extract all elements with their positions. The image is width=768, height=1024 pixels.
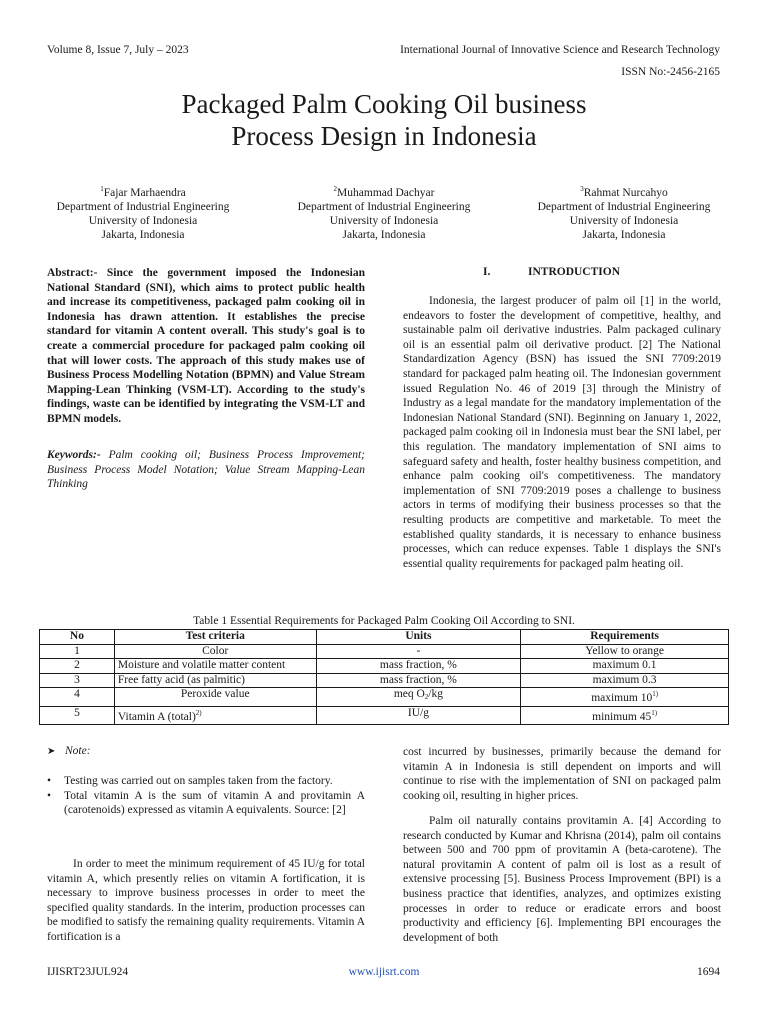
note-label: Note: (65, 745, 91, 757)
title-line-2: Process Design in Indonesia (231, 121, 537, 151)
header-volume: Volume 8, Issue 7, July – 2023 (47, 44, 189, 56)
table-row (40, 706, 729, 725)
table-header-cell: Test criteria (114, 630, 316, 645)
table-cell-no: 4 (40, 688, 115, 707)
author-department: Department of Industrial Engineering (297, 201, 471, 213)
table-row (40, 644, 729, 659)
author-name: Rahmat Nurcahyo (583, 187, 668, 199)
bullet-icon: • (47, 775, 52, 787)
table-cell-requirement (521, 706, 729, 725)
header-journal-name: International Journal of Innovative Science and Research Technology (400, 44, 720, 56)
table-cell-requirement: maximum 0.1 (521, 659, 729, 674)
keywords-paragraph (47, 448, 365, 492)
left-column-paragraph: In order to meet the minimum requirement of 45 IU/g for total vitamin A, which presently relies on vitamin A fortification, it is necessary to improve business processes in order to meet the specified quality standards. In the interim, production processes can be modified to satisfy the remaining quality requirements. Vitamin A fortification is a (47, 858, 365, 943)
author-city: Jakarta, Indonesia (101, 229, 185, 241)
keywords-text: Palm cooking oil; Business Process Improvement; Business Process Model Notation; Value Stream Mapping-Lean Thinking (47, 449, 365, 491)
bullet-icon: • (47, 789, 52, 802)
table-cell-no: 1 (40, 644, 115, 659)
author-department: Department of Industrial Engineering (537, 201, 711, 213)
requirement-text: minimum 45 (592, 710, 652, 723)
arrow-bullet-icon: ➤ (47, 746, 56, 757)
table-cell-units: - (316, 644, 521, 659)
criteria-footnote: 2) (195, 708, 202, 717)
introduction-paragraph-1: Indonesia, the largest producer of palm oil [1] in the world, endeavors to foster the development of competitive, healthy, and sustainable palm oil derivative industries. Palm packaged culinary oil is an essential palm oil derivative product. [2] The National Standardization Agency (BSN) has issued the SNI 7709:2019 standard for packaged palm heating oil. The Indonesian government issued Regulation No. 46 of 2019 [3] through the Ministry of Industry as a legal mandate for the mandatory implementation of the Indonesian National Standard (SNI). Beginning on January 1, 2022, packaged palm cooking oil in Indonesia must bear the SNI label, per this regulation. The mandatory implementation of SNI aims to safeguard safety and health, foster healthy business competition, and enhance palm cooking oil's competitiveness. The mandatory implementation of SNI 7709:2019 poses a challenge to business actors in terms of modifying their business processes so that the resulting products are competitive and marketable. To meet the established quality standards, it is necessary to enhance business processes, which can reduce expenses. Table 1 displays the SNI's essential quality requirements for packaged palm heating oil. (403, 295, 721, 570)
units-text-suffix: /kg (428, 688, 443, 700)
list-item (47, 789, 365, 818)
table-header-cell: Units (316, 630, 521, 645)
requirement-footnote: 1) (652, 690, 659, 698)
requirements-table (39, 629, 729, 725)
requirement-text: maximum 10 (591, 692, 653, 704)
footer-website-link[interactable]: www.ijisrt.com (348, 966, 420, 978)
author-city: Jakarta, Indonesia (342, 229, 426, 241)
author-block-2 (264, 182, 504, 242)
table-cell-requirement: Yellow to orange (521, 644, 729, 659)
table-cell-units: IU/g (316, 706, 521, 725)
author-block-3 (504, 182, 744, 242)
table-header-cell: No (40, 630, 115, 645)
table-cell-units: mass fraction, % (316, 673, 521, 688)
right-column-paragraph-1: cost incurred by businesses, primarily because the demand for vitamin A in Indonesia is still dependent on imports and will continue to rise with the implementation of SNI on packaged palm cooking oil, resulting in higher prices. (403, 746, 721, 802)
table-cell-no: 2 (40, 659, 115, 674)
author-university: University of Indonesia (329, 215, 439, 227)
author-affiliation-number: 1 (100, 185, 104, 193)
table-cell-criteria: Free fatty acid (as palmitic) (114, 673, 316, 688)
table-row (40, 659, 729, 674)
list-item-text: Testing was carried out on samples taken from the factory. (64, 775, 333, 787)
requirement-footnote: 1) (651, 708, 658, 717)
keywords-label: Keywords:- (47, 449, 101, 461)
table-cell-units (316, 688, 521, 707)
author-city: Jakarta, Indonesia (582, 229, 666, 241)
note-bullet-list (47, 774, 365, 818)
author-affiliation-number: 2 (333, 185, 338, 193)
table-row (40, 688, 729, 707)
table-cell-requirement: maximum 0.3 (521, 673, 729, 688)
author-department: Department of Industrial Engineering (56, 201, 230, 213)
right-column-paragraph-2: Palm oil naturally contains provitamin A. [4] According to research conducted by Kumar and Khrisna (2014), palm oil contains between 500 and 700 ppm of provitamin A (beta-carotene). The natural provitamin A content of palm oil is lost as a result of extensive processing [5]. Business Process Improvement (BPI) is a business practice that identifies, analyzes, and optimizes existing processes in order to reduce or eradicate errors and boost productivity and efficiency [6]. Implementing BPI encourages the development of both (403, 815, 721, 944)
table-caption: Table 1 Essential Requirements for Packaged Palm Cooking Oil According to SNI. (193, 615, 575, 627)
header-issn: ISSN No:-2456-2165 (621, 66, 720, 78)
author-block-1 (23, 182, 263, 242)
table-header-cell: Requirements (521, 630, 729, 645)
table-row (40, 673, 729, 688)
author-university: University of Indonesia (569, 215, 679, 227)
footer-paper-id: IJISRT23JUL924 (47, 966, 129, 978)
section-number: I. (483, 266, 491, 278)
author-name: Fajar Marhaendra (103, 187, 186, 199)
table-cell-no: 5 (40, 706, 115, 725)
table-header-row (40, 630, 729, 645)
title-line-1: Packaged Palm Cooking Oil business (181, 89, 587, 119)
table-cell-criteria: Color (114, 644, 316, 659)
units-subscript: 2 (424, 693, 429, 701)
author-affiliation-number: 3 (580, 185, 584, 193)
table-cell-criteria: Moisture and volatile matter content (114, 659, 316, 674)
table-cell-no: 3 (40, 673, 115, 688)
table-cell-criteria: Peroxide value (114, 688, 316, 707)
table-cell-units: mass fraction, % (316, 659, 521, 674)
list-item (47, 774, 365, 789)
list-item-text: Total vitamin A is the sum of vitamin A and provitamin A (carotenoids) expressed as vitamin A equivalents. Source: [2] (64, 789, 365, 817)
criteria-text: Vitamin A (total) (117, 710, 196, 723)
author-name: Muhammad Dachyar (337, 187, 435, 199)
footer-page-number: 1694 (697, 966, 720, 978)
paper-title (0, 88, 768, 152)
author-university: University of Indonesia (88, 215, 198, 227)
abstract-paragraph: Abstract:- Since the government imposed the Indonesian National Standard (SNI), which aims to protect public health and increase its competitiveness, packaged palm cooking oil in Indonesia has drawn attention. It establishes the precise standard for vitamin A content overall. This study's goal is to create a commercial procedure for packaged palm cooking oil that will lower costs. The approach of this study makes use of Business Process Modelling Notation (BPMN) and Value Stream Mapping-Lean Thinking (VSM-LT). According to the study's findings, waste can be identified by integrating the VSM-LT and BPMN models. (47, 267, 365, 425)
units-text: meq O (393, 688, 425, 700)
table-cell-requirement (521, 688, 729, 707)
table-cell-criteria (114, 706, 316, 725)
section-title: INTRODUCTION (528, 266, 621, 278)
